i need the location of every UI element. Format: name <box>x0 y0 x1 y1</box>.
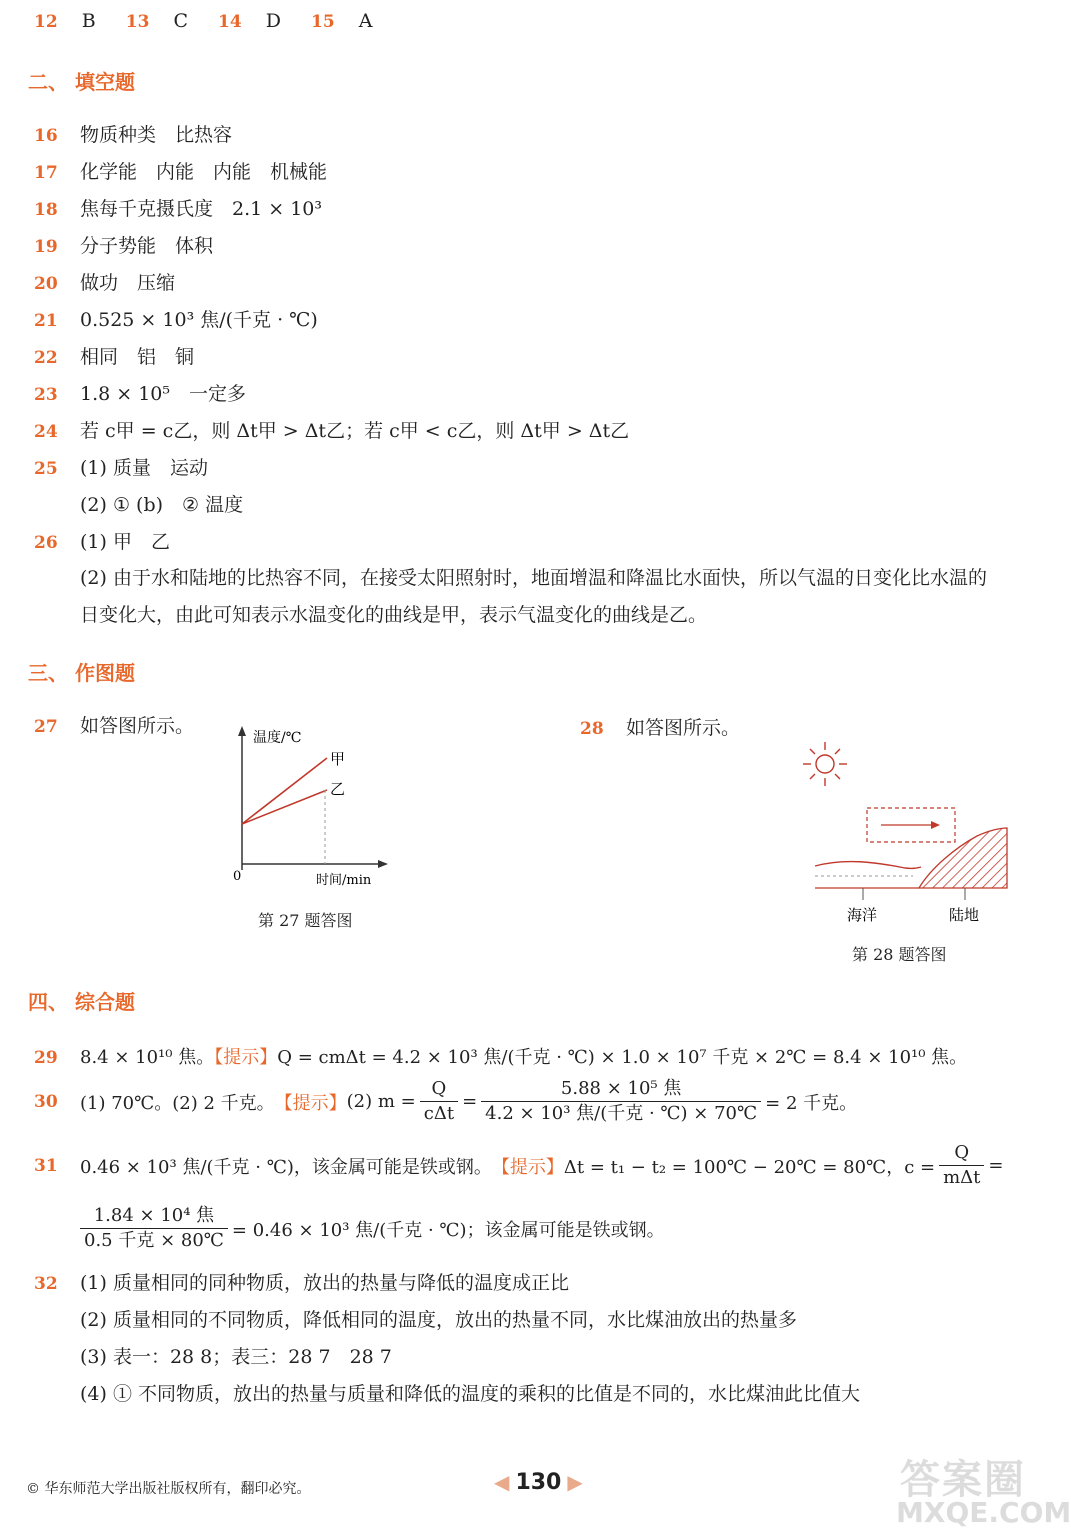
answer-text: 相同 铝 铜 <box>80 346 195 368</box>
question-number: 29 <box>34 1048 58 1068</box>
section-heading-fill: 二、 填空题 <box>28 70 135 94</box>
answer-text: 化学能 内能 内能 机械能 <box>80 161 328 183</box>
fill-list <box>34 120 629 564</box>
chevron-right-icon: ▶ <box>567 1470 583 1494</box>
fraction <box>420 1078 458 1125</box>
answer-text: 做功 压缩 <box>80 272 176 294</box>
q31-row-2 <box>80 1205 665 1252</box>
copyright-notice: © 华东师范大学出版社版权所有，翻印必究。 <box>26 1481 311 1497</box>
q27-row <box>34 711 194 738</box>
label-land: 陆地 <box>949 906 980 924</box>
list-item <box>34 194 629 231</box>
answer-text: (1) 70℃。(2) 2 千克。 <box>80 1092 275 1114</box>
section-heading-draw: 三、 作图题 <box>28 661 135 685</box>
list-item <box>34 157 629 194</box>
watermark-logo: 答案圈 <box>900 1457 1026 1503</box>
numerator: Q <box>939 1142 984 1166</box>
line-yi <box>242 790 327 824</box>
q28-caption: 第 28 题答图 <box>852 945 947 964</box>
list-item <box>34 342 629 379</box>
numerator: 5.88 × 10⁵ 焦 <box>481 1078 761 1102</box>
answer-text: 0.525 × 10³ 焦/(千克 · ℃) <box>80 309 318 331</box>
watermark-url: MXQE.COM <box>896 1496 1071 1529</box>
answer-text: (1) 甲 乙 <box>80 531 170 553</box>
denominator: 4.2 × 10³ 焦/(千克 · ℃) × 70℃ <box>485 1103 758 1124</box>
numerator: Q <box>420 1078 458 1102</box>
question-number: 26 <box>34 533 58 553</box>
hint-text: Δt = t₁ − t₂ = 100℃ − 20℃ = 80℃，c = <box>563 1156 936 1178</box>
answer-text: 分子势能 体积 <box>80 235 214 257</box>
q31-row <box>34 1142 1003 1189</box>
top-answers-row <box>34 10 373 32</box>
line-jia <box>242 758 327 824</box>
fraction <box>80 1205 228 1252</box>
list-item <box>34 490 629 527</box>
label-jia: 甲 <box>330 750 346 768</box>
land-mass <box>919 828 1007 888</box>
hint-tag: 【提示】 <box>214 1047 278 1068</box>
question-number: 15 <box>311 12 335 32</box>
answer-text: 焦每千克摄氏度 2.1 × 10³ <box>80 198 323 220</box>
answer-text: (1) 质量 运动 <box>80 457 208 479</box>
list-item <box>34 120 629 157</box>
question-number: 14 <box>218 12 242 32</box>
list-item <box>34 416 629 453</box>
denominator: mΔt <box>943 1167 981 1188</box>
list-item <box>34 231 629 268</box>
x-axis-arrow <box>378 860 388 868</box>
question-number: 24 <box>34 422 58 442</box>
y-axis-label: 温度/℃ <box>253 730 302 746</box>
question-number: 20 <box>34 274 58 294</box>
page-number: 130 <box>515 1470 562 1495</box>
label-sea: 海洋 <box>847 906 878 924</box>
question-number: 31 <box>34 1155 58 1176</box>
fraction <box>939 1142 984 1189</box>
answer-text: 物质种类 比热容 <box>80 124 233 146</box>
hint-result: = 0.46 × 10³ 焦/(千克 · ℃)；该金属可能是铁或钢。 <box>231 1219 665 1241</box>
answer-text: (1) 质量相同的同种物质，放出的热量与降低的温度成正比 <box>80 1272 569 1294</box>
question-number: 32 <box>34 1274 58 1294</box>
answer-text: 1.8 × 10⁵ 一定多 <box>80 383 247 405</box>
y-axis-arrow <box>238 726 246 736</box>
q29-row <box>34 1043 967 1069</box>
wind-arrow-head <box>931 821 940 829</box>
denominator: 0.5 千克 × 80℃ <box>84 1230 224 1251</box>
answer-text: 若 c甲 = c乙，则 Δt甲 > Δt乙；若 c甲 < c乙，则 Δt甲 > Δt乙 <box>80 420 630 442</box>
question-number: 18 <box>34 200 58 220</box>
question-number: 27 <box>34 717 58 737</box>
list-item: (3) 表一：28 8；表三：28 7 28 7 <box>80 1346 392 1368</box>
list-item <box>34 453 629 490</box>
answer-text: (2) ① (b) ② 温度 <box>80 494 244 516</box>
list-item <box>34 305 629 342</box>
answer-text: 如答图所示。 <box>80 715 195 737</box>
question-number: 30 <box>34 1091 58 1112</box>
equals-sign: = <box>462 1091 478 1112</box>
answer-text: 8.4 × 10¹⁰ 焦。 <box>80 1047 215 1068</box>
label-yi: 乙 <box>330 780 346 798</box>
hint-result: = 2 千克。 <box>765 1092 858 1114</box>
question-number: 28 <box>580 719 604 739</box>
x-axis-label: 时间/min <box>316 873 372 888</box>
question-number: 16 <box>34 126 58 146</box>
q27-caption: 第 27 题答图 <box>258 911 353 930</box>
question-number: 22 <box>34 348 58 368</box>
sea-surface <box>815 862 921 869</box>
answer: B <box>81 10 96 32</box>
fraction <box>481 1078 761 1125</box>
question-number: 25 <box>34 459 58 479</box>
section-heading-comprehensive: 四、 综合题 <box>28 990 135 1014</box>
question-number: 23 <box>34 385 58 405</box>
numerator: 1.84 × 10⁴ 焦 <box>80 1205 228 1229</box>
hint-tag: 【提示】 <box>274 1092 347 1114</box>
list-item <box>34 379 629 416</box>
denominator: cΔt <box>423 1103 455 1124</box>
q28-diagram <box>795 728 1015 928</box>
answer-text: 0.46 × 10³ 焦/(千克 · ℃)，该金属可能是铁或钢。 <box>80 1156 492 1178</box>
sun-icon <box>803 742 847 786</box>
answer: A <box>358 10 373 32</box>
origin-label: 0 <box>233 869 242 884</box>
list-item <box>34 1268 860 1305</box>
q30-row <box>34 1078 857 1125</box>
hint-text: Q = cmΔt = 4.2 × 10³ 焦/(千克 · ℃) × 1.0 × 10⁷ 千克 × 2℃ = 8.4 × 10¹⁰ 焦。 <box>277 1047 968 1068</box>
question-number: 21 <box>34 311 58 331</box>
hint-text: (2) m = <box>346 1091 416 1112</box>
list-item: (2) 质量相同的不同物质，降低相同的温度，放出的热量不同，水比煤油放出的热量多 <box>80 1309 797 1331</box>
question-number: 17 <box>34 163 58 183</box>
list-item <box>34 268 629 305</box>
q27-graph <box>222 720 402 890</box>
question-number: 13 <box>125 12 150 32</box>
list-item <box>34 527 629 564</box>
chevron-left-icon: ◀ <box>494 1470 510 1494</box>
q26-part2-line1: (2) 由于水和陆地的比热容不同，在接受太阳照射时，地面增温和降温比水面快，所以气温的日变化比水温的 <box>80 567 987 589</box>
answer: D <box>265 10 281 32</box>
question-number: 12 <box>34 12 58 32</box>
page-number-block <box>494 1470 583 1495</box>
answer: C <box>173 10 188 32</box>
list-item: (4) ① 不同物质，放出的热量与质量和降低的温度的乘积的比值是不同的，水比煤油此比值大 <box>80 1383 860 1405</box>
equals-sign: = <box>988 1155 1004 1176</box>
question-number: 19 <box>34 237 58 257</box>
q32-block <box>34 1268 860 1416</box>
answer-text: 如答图所示。 <box>626 717 741 739</box>
q26-part2-line2: 日变化大，由此可知表示水温变化的曲线是甲，表示气温变化的曲线是乙。 <box>80 604 708 626</box>
hint-tag: 【提示】 <box>491 1156 564 1178</box>
q28-row <box>580 713 740 740</box>
